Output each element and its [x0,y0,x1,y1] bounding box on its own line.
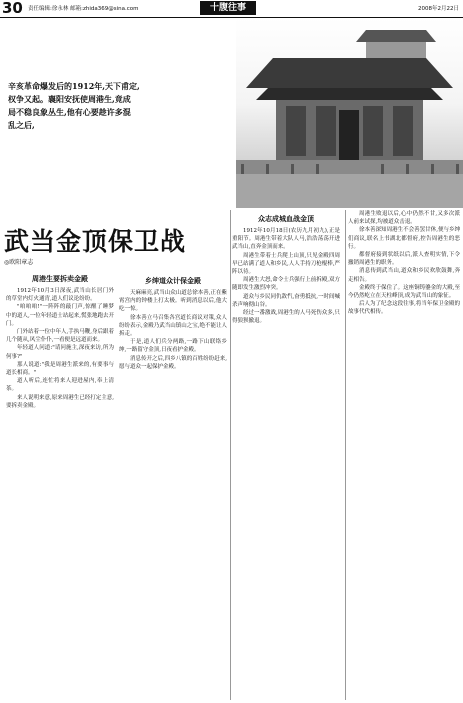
editor-info: 责任编辑:徐永林 邮箱:zhida369@sina.com [28,6,139,12]
paragraph: 周港生带着士兵爬上山顶,只见金殿四周早已站满了道人和乡民,人人手持刀枪棍棒,严阵以待。 [232,252,340,276]
article-column-1 [6,270,114,700]
article-column-4 [348,210,460,700]
article-title: 武当金顶保卫战 [4,227,187,256]
paragraph: 道人听后,连忙将来人迎进屋内,奉上清茶。 [6,378,114,393]
section-heading: 周港生要拆卖金殿 [32,275,88,283]
paragraph: 徐本善深知周港生不会善罢甘休,便与乡绅们商议,联名上书湖北都督府,控告周港生的恶行。 [348,227,460,250]
paragraph: 金殿终于保住了。这座铜铸鎏金的大殿,至今仍然屹立在天柱峰顶,成为武当山的象征。 [348,284,460,300]
column-divider [345,210,346,700]
paragraph: 徐本善立马召集各宫道长商议对策,众人纷纷表示,金殿乃武当山镇山之宝,绝不能让人拆走。 [119,314,227,338]
paragraph: 消息传到武当山,道众和乡民欢欣鼓舞,奔走相告。 [348,268,460,283]
paragraph: 周港生大怒,命令士兵强行上前拆殿,双方随即发生激烈冲突。 [232,277,340,292]
paragraph: 门外站着一位中年人,手执马鞭,身后跟着几个随从,风尘仆仆,一看便是远道而来。 [6,329,114,344]
paragraph: 来人说明来意,原来周港生已经打定主意,要拆卖金殿。 [6,394,114,409]
paragraph: "咱咱咱!"一阵阵的敲门声,惊醒了睡梦中的道人,一位年轻道士站起来,慌张地跑去开门。 [6,304,114,327]
paragraph: 天麻麻亮,武当山众山道总徐本善,正在紫霄宫内的钟楼上打太极。听到消息以后,他大吃一惊。 [119,290,227,313]
article-column-2 [119,272,227,702]
section-heading: 乡绅道众计保金殿 [145,277,201,285]
paragraph: 那人说道:"我是周港生派来的,有要事与道长相商。" [6,361,114,377]
page-number: 30 [2,0,23,17]
paragraph: 周港生败退以后,心中仍然不甘,又多次派人前来试探,均被道众击退。 [348,211,460,226]
intro-line: 乱之后, [8,120,35,130]
intro-line: 辛亥革命爆发后的1912年,天下甫定, [8,81,140,91]
issue-date: 2008年2月22日 [418,6,459,12]
paragraph: 经过一番激战,周港生的人马死伤众多,只得狼狈撤退。 [232,310,340,325]
paragraph: 1912年10月3日深夜,武当山长居门外的草堂内灯火通宵,道人们议论纷纷。 [6,288,114,303]
page-header [0,0,463,18]
paragraph: 1912年10月18日(农历九月初九),正是重阳节。周港生带着大队人马,浩浩荡荡开进武当山,直奔金顶而来。 [232,228,340,251]
column-divider [230,210,231,700]
intro-paragraph [8,80,228,132]
intro-line: 权争又起。襄阳安抚使周港生,竟成 [8,94,131,104]
paragraph: 年轻道人问道:"请问施主,深夜来访,所为何事?" [6,345,114,360]
column-logo: 十腹往事 [200,1,256,15]
intro-line: 局不稳良象丛生,他有心要趁许多混 [8,107,131,117]
article-column-3 [232,210,340,700]
golden-hall-illustration [236,18,463,208]
paragraph: 道众与乡民同仇敌忾,奋勇抵抗,一时间喊杀声响彻山谷。 [232,293,340,308]
paragraph: 消息传开之后,四乡八镇的百姓纷纷赶来,愿与道众一起保护金殿。 [119,355,227,370]
article-author: ◎欧阳章志 [4,259,34,266]
paragraph: 于是,道人们兵分两路,一路下山联络乡绅,一路留守金顶,日夜看护金殿。 [119,339,227,354]
paragraph: 后人为了纪念这段往事,将当年保卫金殿的故事代代相传。 [348,301,460,316]
paragraph: 都督府接到状纸以后,派人查明实情,下令撤销周港生的职务。 [348,252,460,267]
section-heading: 众志成城血战金顶 [258,215,314,223]
temple-photo [236,18,463,208]
